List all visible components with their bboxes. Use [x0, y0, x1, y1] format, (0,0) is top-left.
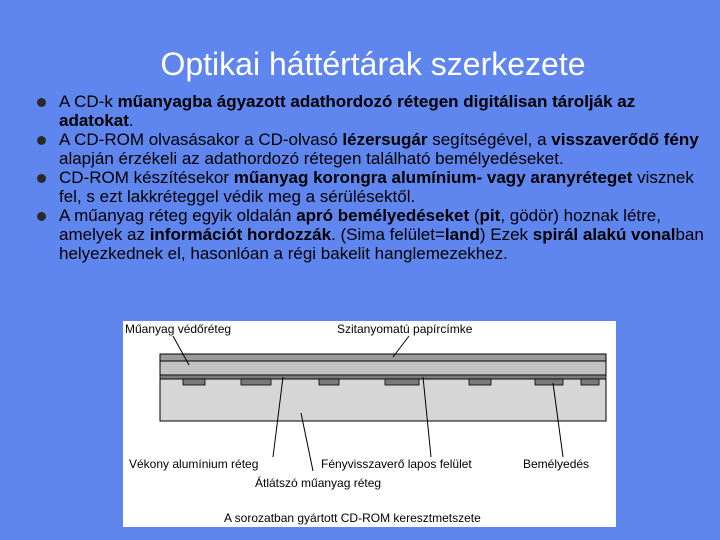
- bullet-text: [59, 130, 699, 168]
- text-run: segítségével, a: [427, 130, 552, 149]
- text-run: ban helyezkednek el, hasonlóan a régi bakelit hanglemezekhez.: [59, 225, 704, 263]
- bold-run: műanyag korongra alumínium- vagy aranyréteget: [233, 168, 633, 187]
- pit: [319, 379, 339, 385]
- aluminium-layer-label: Vékony alumínium réteg: [129, 457, 259, 471]
- text-run: A műanyag réteg egyik oldalán: [59, 206, 297, 225]
- leader-line-transparent: [301, 413, 313, 471]
- protective-layer-label: Műanyag védőréteg: [125, 322, 232, 336]
- paper-label-caption: Szitanyomatú papírcímke: [337, 322, 473, 336]
- text-run: A CD-k: [59, 92, 118, 111]
- bullet-dot-icon: [37, 136, 46, 145]
- text-run: (: [469, 206, 480, 225]
- text-run: ) Ezek: [479, 225, 533, 244]
- pit: [241, 379, 271, 385]
- protective-layer: [160, 361, 606, 375]
- reflective-surface-label: Fényvisszaverő lapos felület: [321, 457, 472, 471]
- text-run: alapján érzékeli az adathordozó rétegen található bemélyedéseket.: [59, 149, 564, 168]
- bullet-dot-icon: [37, 212, 46, 221]
- bullet-item: [36, 206, 706, 263]
- bold-run: spirál alakú vonal: [532, 225, 676, 244]
- bullet-text: [59, 206, 704, 263]
- page-title: Optikai háttértárak szerkezete: [160, 46, 586, 82]
- bullet-text: [59, 168, 694, 206]
- text-run: , gödör) hoznak létre, amelyek az: [59, 206, 661, 244]
- bold-run: műanyagba ágyazott adathordozó rétegen digitálisan tárolják az adatokat: [59, 92, 636, 130]
- text-run: CD-ROM készítésekor: [59, 168, 234, 187]
- transparent-layer-label: Átlátszó műanyag réteg: [255, 476, 382, 490]
- diagram-caption: A sorozatban gyártott CD-ROM keresztmetszete: [224, 511, 481, 525]
- bold-run: visszaverődő fény: [551, 130, 699, 149]
- pit: [469, 379, 491, 385]
- text-run: A CD-ROM olvasásakor a CD-olvasó: [59, 130, 343, 149]
- bold-run: pit: [479, 206, 501, 225]
- aluminium-layer: [160, 375, 606, 379]
- bullet-dot-icon: [37, 98, 46, 107]
- bullet-item: [36, 92, 706, 130]
- bullet-list: [36, 92, 706, 263]
- cd-cross-section-diagram: [123, 321, 616, 527]
- bold-run: lézersugár: [342, 130, 428, 149]
- text-run: visznek fel, s ezt lakkréteggel védik meg a sérülésektől.: [59, 168, 694, 206]
- pit: [535, 379, 563, 385]
- pits-label: Bemélyedés: [523, 457, 590, 471]
- bold-run: apró bemélyedéseket: [296, 206, 470, 225]
- cd-layers-drawing: [123, 321, 616, 527]
- bullet-dot-icon: [37, 174, 46, 183]
- bold-run: land: [444, 225, 480, 244]
- bullet-text: [59, 92, 635, 130]
- pits-group: [183, 379, 599, 385]
- bold-run: információt hordozzák: [149, 225, 332, 244]
- label-layer: [160, 354, 606, 361]
- pit: [183, 379, 205, 385]
- bullet-item: [36, 130, 706, 168]
- text-run: . (Sima felület=: [331, 225, 445, 244]
- pit: [385, 379, 419, 385]
- bullet-item: [36, 168, 706, 206]
- pit: [581, 379, 599, 385]
- text-run: .: [128, 111, 134, 130]
